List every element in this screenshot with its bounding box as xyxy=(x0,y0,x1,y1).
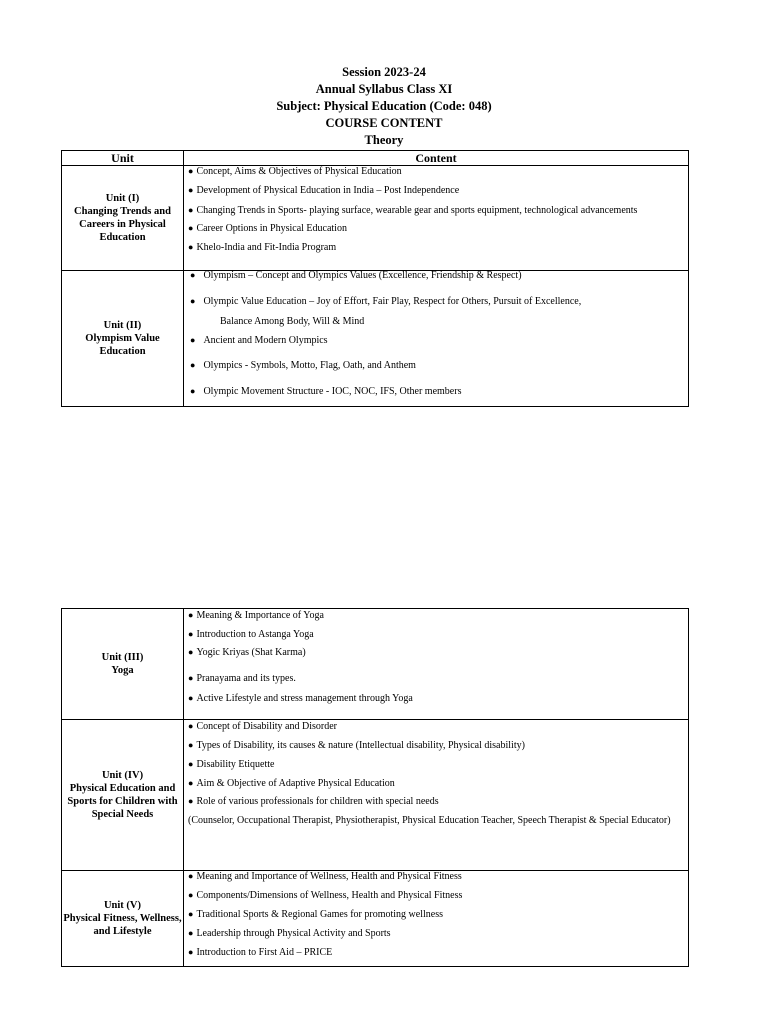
content-item-text: Traditional Sports & Regional Games for promoting wellness xyxy=(196,909,443,920)
unit-title: Physical Education and Sports for Children with Special Needs xyxy=(67,783,178,820)
content-cell xyxy=(184,271,689,407)
content-item xyxy=(188,739,684,752)
content-cell xyxy=(184,720,689,871)
bullet-icon: ● xyxy=(188,223,194,233)
unit-row xyxy=(62,166,689,271)
content-item xyxy=(188,946,684,959)
bullet-icon: ● xyxy=(188,610,194,620)
content-item xyxy=(188,165,684,178)
content-item xyxy=(188,889,684,902)
content-item-text: Active Lifestyle and stress management through Yoga xyxy=(196,693,413,704)
content-item-text: Disability Etiquette xyxy=(196,759,275,770)
unit-cell xyxy=(62,166,184,271)
unit-number: Unit (II) xyxy=(103,320,142,331)
unit-row xyxy=(62,271,689,407)
bullet-icon: ● xyxy=(188,928,194,938)
bullet-icon: ● xyxy=(188,166,194,176)
unit-cell xyxy=(62,720,184,871)
unit-cell xyxy=(62,871,184,967)
content-item-text: Concept, Aims & Objectives of Physical Education xyxy=(196,166,402,177)
bullet-icon: ● xyxy=(190,386,196,396)
table-header-row xyxy=(62,151,689,166)
bullet-icon: ● xyxy=(188,185,194,195)
header-session: Session 2023-24 xyxy=(342,65,426,79)
bullet-icon: ● xyxy=(188,947,194,957)
content-item-text: Development of Physical Education in India – Post Independence xyxy=(196,185,460,196)
unit-cell xyxy=(62,609,184,720)
content-item-text: Introduction to Astanga Yoga xyxy=(196,629,314,640)
content-item xyxy=(188,184,684,197)
content-item xyxy=(188,908,684,921)
content-item xyxy=(188,758,684,771)
content-item-text: Meaning and Importance of Wellness, Health and Physical Fitness xyxy=(196,871,462,882)
header-theory: Theory xyxy=(364,133,404,147)
bullet-icon: ● xyxy=(190,270,196,280)
unit-row xyxy=(62,720,689,871)
content-cell xyxy=(184,609,689,720)
bullet-icon: ● xyxy=(188,721,194,731)
content-item-text: Meaning & Importance of Yoga xyxy=(196,610,324,621)
bullet-icon: ● xyxy=(190,360,196,370)
content-item xyxy=(188,692,684,705)
content-item xyxy=(188,646,684,659)
content-item-text: Olympism – Concept and Olympics Values (Excellence, Friendship & Respect) xyxy=(203,270,522,281)
content-item-text: Khelo-India and Fit-India Program xyxy=(196,242,337,253)
content-item xyxy=(188,870,684,883)
unit-title: Physical Fitness, Wellness, and Lifestyle xyxy=(63,913,182,937)
bullet-icon: ● xyxy=(188,647,194,657)
content-cell xyxy=(184,166,689,271)
content-item-text: Olympic Movement Structure - IOC, NOC, IFS, Other members xyxy=(203,386,462,397)
bullet-icon: ● xyxy=(188,890,194,900)
bullet-icon: ● xyxy=(188,629,194,639)
content-item xyxy=(188,269,684,282)
content-item xyxy=(188,672,684,685)
bullet-icon: ● xyxy=(190,335,196,345)
bullet-icon: ● xyxy=(188,673,194,683)
content-item-text: Career Options in Physical Education xyxy=(196,223,347,234)
unit-title: Yoga xyxy=(111,665,134,676)
unit-number: Unit (I) xyxy=(105,193,140,204)
unit-title: Olympism Value Education xyxy=(85,333,160,357)
content-item xyxy=(188,795,684,808)
content-item xyxy=(188,385,684,398)
content-item-text: Aim & Objective of Adaptive Physical Education xyxy=(196,778,395,789)
content-note: (Counselor, Occupational Therapist, Physiotherapist, Physical Education Teacher, Speech Therapist & Special Educator) xyxy=(188,815,671,826)
bullet-icon: ● xyxy=(190,296,196,306)
content-item xyxy=(188,609,684,622)
content-item-text: Ancient and Modern Olympics xyxy=(203,335,328,346)
content-item-text: Concept of Disability and Disorder xyxy=(196,721,337,732)
content-item xyxy=(188,720,684,733)
unit-number: Unit (III) xyxy=(101,652,144,663)
content-item-text: Pranayama and its types. xyxy=(196,673,296,684)
content-item-text: Olympic Value Education – Joy of Effort, Fair Play, Respect for Others, Pursuit of Excellence, xyxy=(203,296,582,307)
bullet-icon: ● xyxy=(188,759,194,769)
unit-number: Unit (V) xyxy=(103,900,142,911)
column-header-unit: Unit xyxy=(62,151,184,166)
syllabus-table-1 xyxy=(61,150,689,407)
content-item-text: Changing Trends in Sports- playing surface, wearable gear and sports equipment, technological advancements xyxy=(196,205,638,216)
content-item-text: Introduction to First Aid – PRICE xyxy=(196,947,333,958)
bullet-icon: ● xyxy=(188,205,194,215)
content-item-continuation: Balance Among Body, Will & Mind xyxy=(220,316,365,327)
bullet-icon: ● xyxy=(188,242,194,252)
content-item-text: Role of various professionals for children with special needs xyxy=(196,796,439,807)
bullet-icon: ● xyxy=(188,909,194,919)
content-item xyxy=(188,222,684,235)
unit-cell xyxy=(62,271,184,407)
unit-title: Changing Trends and Careers in Physical Education xyxy=(74,206,171,243)
content-item-text: Yogic Kriyas (Shat Karma) xyxy=(196,647,306,658)
content-item-text: Components/Dimensions of Wellness, Health and Physical Fitness xyxy=(196,890,463,901)
header-subject: Subject: Physical Education (Code: 048) xyxy=(276,99,492,113)
bullet-icon: ● xyxy=(188,740,194,750)
unit-row xyxy=(62,871,689,967)
content-item xyxy=(188,241,684,254)
content-item xyxy=(188,334,684,347)
bullet-icon: ● xyxy=(188,796,194,806)
header-syllabus: Annual Syllabus Class XI xyxy=(315,82,453,96)
column-header-content: Content xyxy=(184,151,689,166)
content-item xyxy=(188,204,684,217)
bullet-icon: ● xyxy=(188,693,194,703)
content-item xyxy=(188,628,684,641)
header-course-content: COURSE CONTENT xyxy=(325,116,443,130)
unit-number: Unit (IV) xyxy=(101,770,144,781)
unit-row xyxy=(62,609,689,720)
bullet-icon: ● xyxy=(188,778,194,788)
content-item xyxy=(188,777,684,790)
content-item xyxy=(188,295,684,308)
content-item-text: Olympics - Symbols, Motto, Flag, Oath, and Anthem xyxy=(203,360,416,371)
syllabus-table-2 xyxy=(61,608,689,967)
content-item xyxy=(188,927,684,940)
content-item xyxy=(188,359,684,372)
bullet-icon: ● xyxy=(188,871,194,881)
content-item-text: Types of Disability, its causes & nature (Intellectual disability, Physical disability) xyxy=(196,740,525,751)
content-item-text: Leadership through Physical Activity and Sports xyxy=(196,928,391,939)
content-cell xyxy=(184,871,689,967)
